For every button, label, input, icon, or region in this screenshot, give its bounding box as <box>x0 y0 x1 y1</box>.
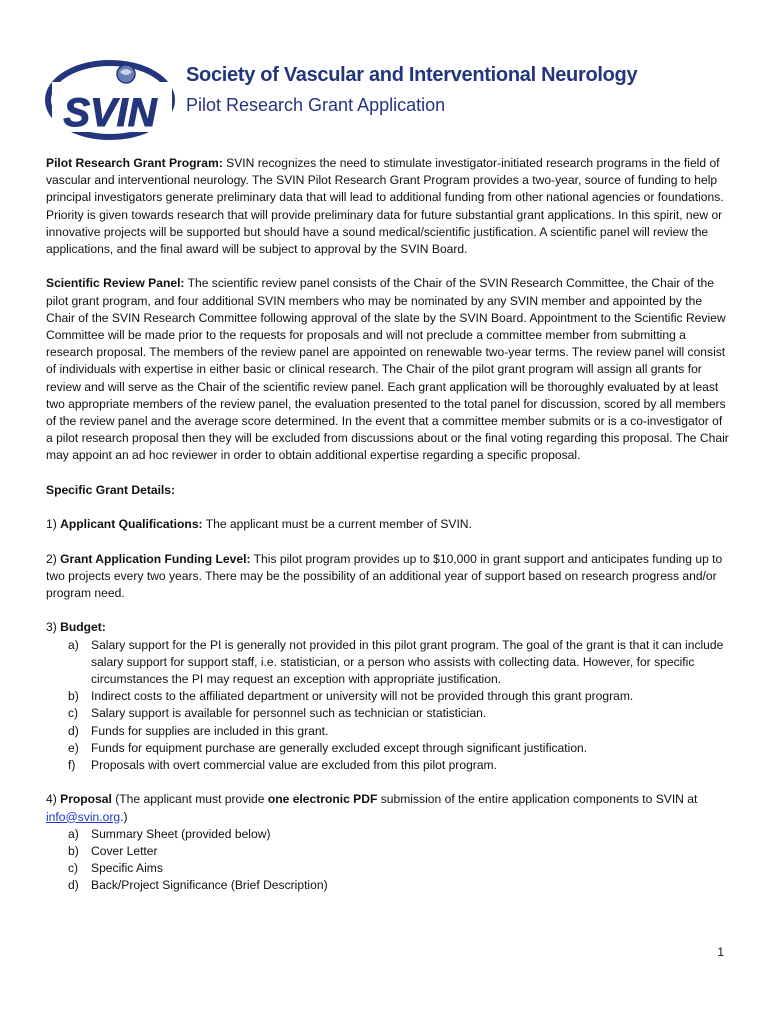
list-marker: e) <box>68 740 79 755</box>
program-text: SVIN recognizes the need to stimulate investigator-initiated research programs in the field of vascular and interventional neurology. The SVIN Pilot Research Grant Program provides a two-year, source of funding to help principal investigators generate preliminary data that will lead to additional funding from other national agencies or foundations. Priority is given towards research that will provide preliminary data for future substantial grant applications. In this spirit, new or innovative projects will be supported but should have a sound medical/scientific justification. A scientific panel will review the applications, and the final award will be subject to approval by the SVIN Board. <box>46 156 724 257</box>
list-item-text: Indirect costs to the affiliated department or university will not be provided through this grant program. <box>91 689 634 704</box>
list-item-text: Funds for equipment purchase are generally excluded except through significant justification. <box>91 740 588 755</box>
proposal-label: Proposal <box>60 792 112 807</box>
list-marker: c) <box>68 861 79 876</box>
review-panel-paragraph <box>46 275 730 464</box>
program-label: Pilot Research Grant Program: <box>46 156 223 170</box>
list-marker: b) <box>68 689 79 704</box>
header <box>186 64 637 116</box>
proposal-text-3: .) <box>120 809 128 824</box>
list-item-text: Proposals with overt commercial value are excluded from this pilot program. <box>91 758 497 773</box>
proposal-bold-text: one electronic PDF <box>267 792 378 807</box>
list-item <box>46 877 730 894</box>
list-item <box>46 688 730 705</box>
list-marker: d) <box>68 878 79 893</box>
proposal-list <box>46 826 730 895</box>
svg-text:SVIN: SVIN <box>63 91 157 135</box>
proposal-text-2: submission of the entire application components to SVIN at <box>377 792 698 807</box>
details-heading-paragraph <box>46 482 730 499</box>
list-item <box>46 843 730 860</box>
review-panel-label: Scientific Review Panel: <box>46 276 185 291</box>
funding-paragraph <box>46 551 730 603</box>
proposal-paragraph <box>46 791 730 825</box>
doc-title: Pilot Research Grant Application <box>186 95 446 115</box>
list-item <box>46 740 730 757</box>
review-panel-text: The scientific review panel consists of the Chair of the SVIN Research Committee, the Chair of the pilot grant program, and four additional SVIN members who may be nominated by any SVIN member and appointed by the Chair of the SVIN Research Committee following approval of the slate by the SVIN Board. Appointment to the Scientific Review Committee will be made prior to the requests for proposals and will not preclude a committee member from submitting a research proposal. The members of the review panel are appointed on renewable two-year terms. The review panel will consist of individuals with expertise in either basic or clinical research. The Chair of the pilot grant program will assign all grants for review and will serve as the Chair of the scientific review panel. Each grant application will be thoroughly evaluated by at least two appropriate members of the review panel, the evaluation presented to the total panel for discussion, scored by all members of the review panel and the average score determined. In the event that a committee member submits or is a co-investigator of a pilot research proposal then they will be excluded from discussions about or the final voting regarding this proposal. The Chair may appoint an ad hoc reviewer in order to obtain additional expertise regarding a specific proposal. <box>46 276 729 463</box>
qualifications-number: 1) <box>46 517 61 532</box>
list-marker: a) <box>68 826 79 841</box>
proposal-number: 4) <box>46 792 61 807</box>
list-marker: b) <box>68 844 79 859</box>
qualifications-text: The applicant must be a current member of SVIN. <box>202 517 472 532</box>
funding-label: Grant Application Funding Level: <box>60 551 251 566</box>
list-item-text: Specific Aims <box>91 861 163 876</box>
list-item-text: Back/Project Significance (Brief Description) <box>91 878 328 893</box>
list-item <box>46 757 730 774</box>
program-paragraph <box>46 155 730 258</box>
funding-text: This pilot program provides up to $10,000 in grant support and anticipates funding up to two projects every two years. There may be the possibility of an additional year of support based on research progress and/or program need. <box>46 551 723 601</box>
list-marker: c) <box>68 706 79 721</box>
list-item <box>46 723 730 740</box>
budget-list <box>46 637 730 775</box>
list-marker: d) <box>68 723 79 738</box>
qualifications-label: Applicant Qualifications: <box>60 517 203 532</box>
list-item <box>46 860 730 877</box>
list-item-text: Salary support for the PI is generally not provided in this pilot grant program. The goal of the grant is that it can include salary support for support staff, i.e. statistician, or a person who assists with collecting data. However, for specific circumstances the PI may request an exception with appropriate justification. <box>91 637 724 687</box>
budget-number: 3) <box>46 620 61 635</box>
budget-heading-paragraph <box>46 619 730 636</box>
list-item-text: Funds for supplies are included in this grant. <box>91 723 329 738</box>
list-marker: a) <box>68 637 79 652</box>
list-item-text: Salary support is available for personnel such as technician or statistician. <box>91 706 487 721</box>
list-item <box>46 637 730 689</box>
list-marker: f) <box>68 758 76 773</box>
qualifications-paragraph <box>46 516 730 533</box>
proposal-text-1: (The applicant must provide <box>111 792 268 807</box>
svin-logo <box>44 56 176 140</box>
list-item <box>46 705 730 722</box>
details-heading: Specific Grant Details: <box>46 482 176 497</box>
document-body <box>46 155 730 895</box>
budget-label: Budget: <box>60 620 106 635</box>
list-item-text: Cover Letter <box>91 844 158 859</box>
list-item-text: Summary Sheet (provided below) <box>91 826 271 841</box>
org-title: Society of Vascular and Interventional Neurology <box>186 64 638 86</box>
email-link[interactable]: info@svin.org <box>46 809 121 824</box>
page-number: 1 <box>717 945 724 959</box>
funding-number: 2) <box>46 551 61 566</box>
list-item <box>46 826 730 843</box>
